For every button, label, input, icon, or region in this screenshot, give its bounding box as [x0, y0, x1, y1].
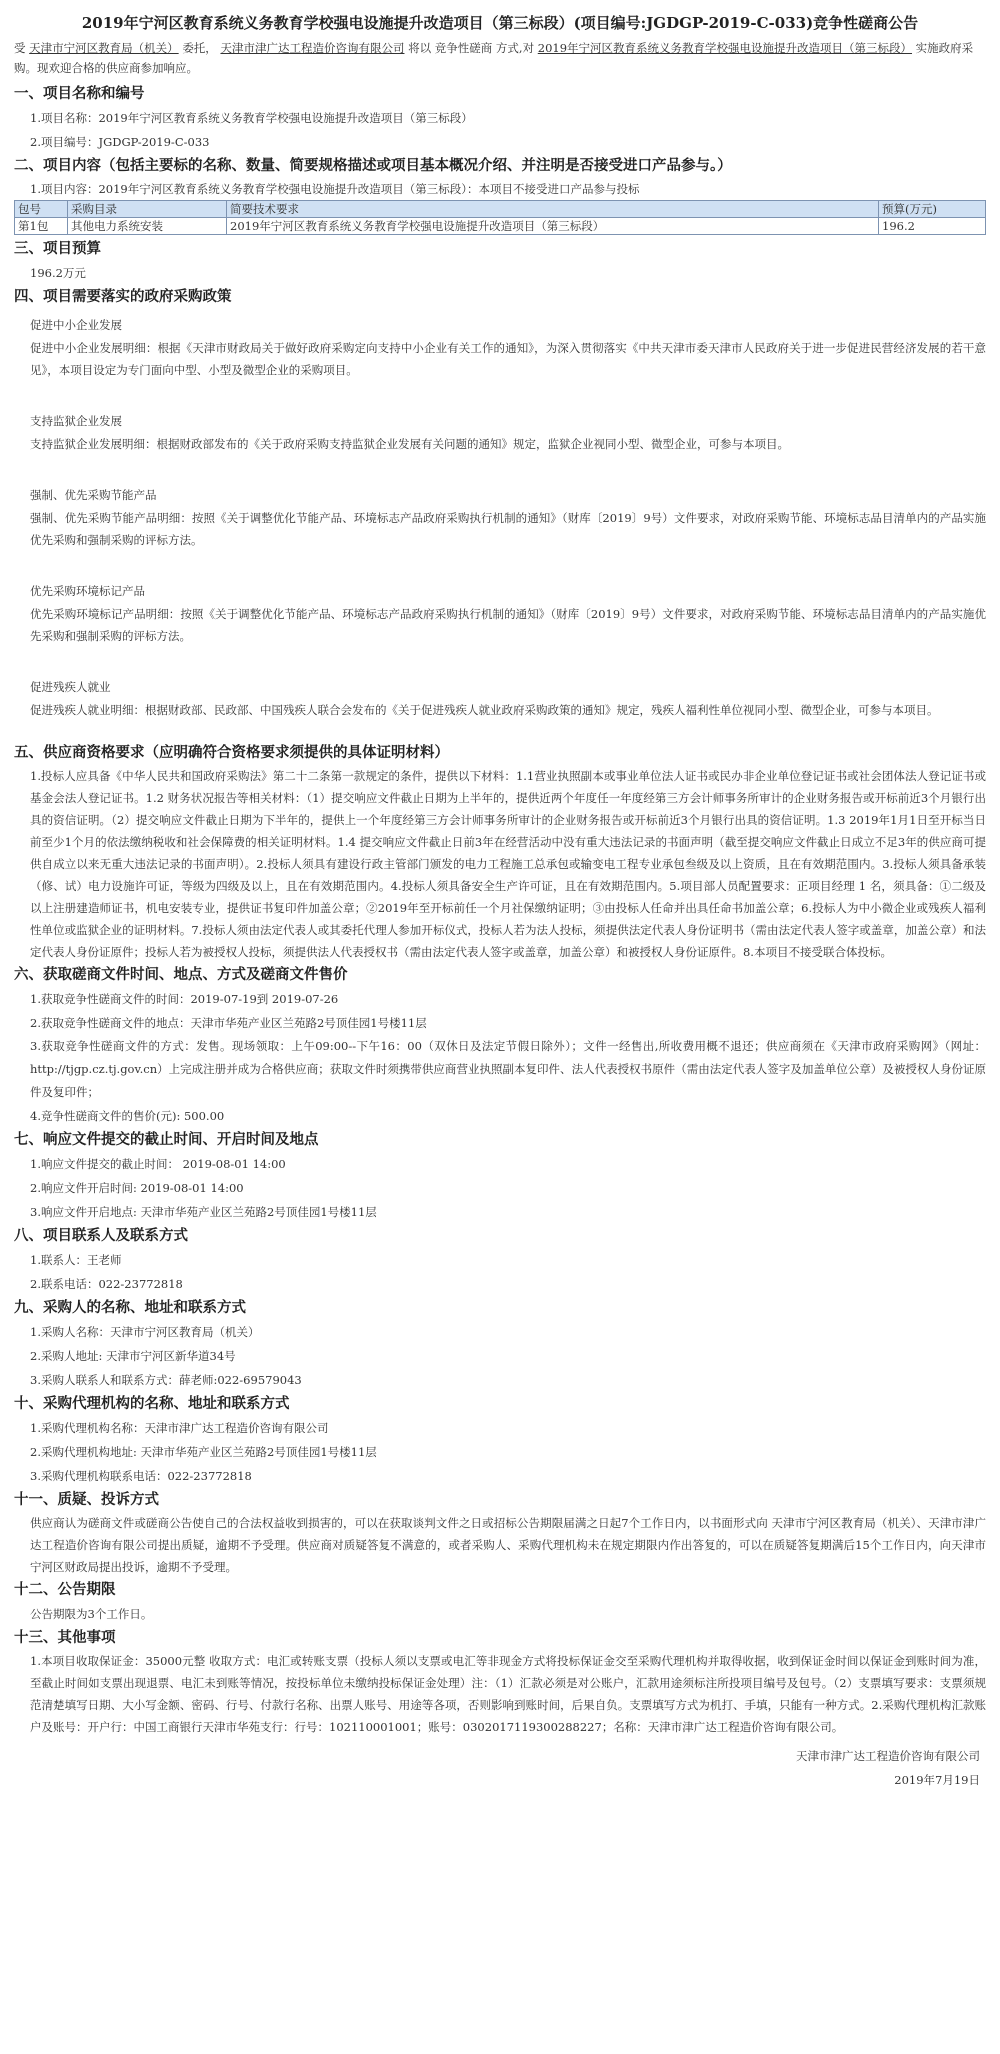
- intro-text-1: 受: [14, 41, 26, 55]
- policy-disabled-title: 促进残疾人就业: [30, 680, 111, 694]
- other-matters-text: 1.本项目收取保证金：35000元整 收取方式：电汇或转账支票（投标人须以支票或电汇等非现金方式将投标保证金交至采购代理机构并取得收据，收到保证金时间以保证金到账时间为准，至截止时间如支票出现退票、电汇未到账等情况，按投标单位未缴纳投标保证金处理）注：（1）汇款必须是对公账户，汇款用途须标注所投项目编号及包号。（2）支票填写要求：支票须规范清楚填写日期、大小写金额、密码、行号、付款行名称、出票人账号、用途等各项，否则影响到账时间，后果自负。支票填写方式为机打、手填，只能有一种方式。2.采购代理机构汇款账户及账号：开户行：中国工商银行天津市华苑支行：行号：102110001001；账号：0302017119300288227；名称：天津市津广达工程造价咨询有限公司。: [30, 1654, 986, 1734]
- buyer-link[interactable]: 天津市宁河区教育局（机关）: [29, 41, 179, 55]
- budget-value: 196.2万元: [30, 266, 86, 280]
- table-cell: 第1包: [15, 218, 68, 235]
- table-header: 包号: [15, 201, 68, 218]
- table-header: 采购目录: [68, 201, 227, 218]
- policy-env-text: 优先采购环境标记产品明细：按照《关于调整优化节能产品、环境标志产品政府采购执行机制的通知》（财库〔2019〕9号）文件要求，对政府采购节能、环境标志品目清单内的产品实施优先采购和强制采购的评标方法。: [30, 607, 986, 643]
- policy-prison-text: 支持监狱企业发展明细：根据财政部发布的《关于政府采购支持监狱企业发展有关问题的通知》规定，监狱企业视同小型、微型企业，可参与本项目。: [30, 437, 789, 451]
- complaint-text: 供应商认为磋商文件或磋商公告使自己的合法权益收到损害的，可以在获取谈判文件之日或招标公告期限届满之日起7个工作日内，以书面形式向 天津市宁河区教育局（机关）、天津市津广达工程造价咨询有限公司提出质疑，逾期不予受理。供应商对质疑答复不满意的，或者采购人、采购代理机构未在规定期限内作出答复的，可以在质疑答复期满后15个工作日内，向天津市宁河区财政局提出投诉，逾期不予受理。: [30, 1516, 986, 1574]
- section-7-heading: 七、响应文件提交的截止时间、开启时间及地点: [14, 1131, 319, 1148]
- doc-method: 3.获取竞争性磋商文件的方式：发售。现场领取：上午09:00--下午16：00（双休日及法定节假日除外）；文件一经售出,所收费用概不退还；供应商须在《天津市政府采购网》（网址：http://tjgp.cz.tj.gov.cn）上完成注册并成为合格供应商；获取文件时须携带供应商营业执照副本复印件、法人代表授权书原件（需由法定代表人签字及加盖单位公章）及被授权人身份证原件及复印件；: [30, 1039, 986, 1099]
- open-place: 3.响应文件开启地点: 天津市华苑产业区兰苑路2号顶佳园1号楼11层: [30, 1205, 377, 1219]
- package-table: [14, 200, 986, 235]
- intro-text-3: 将以 竞争性磋商 方式,对: [408, 41, 535, 55]
- project-number: 2.项目编号：JGDGP-2019-C-033: [30, 135, 210, 149]
- purchaser-name: 1.采购人名称：天津市宁河区教育局（机关）: [30, 1325, 260, 1339]
- table-row: [15, 218, 986, 235]
- notice-period: 公告期限为3个工作日。: [30, 1607, 153, 1621]
- contact-person: 1.联系人：王老师: [30, 1253, 122, 1267]
- policy-prison-title: 支持监狱企业发展: [30, 414, 122, 428]
- section-2-heading: 二、项目内容（包括主要标的名称、数量、简要规格描述或项目基本概况介绍、并注明是否接受进口产品参与。）: [14, 157, 732, 174]
- contact-phone: 2.联系电话：022-23772818: [30, 1277, 183, 1291]
- section-8-heading: 八、项目联系人及联系方式: [14, 1227, 188, 1244]
- project-name: 1.项目名称：2019年宁河区教育系统义务教育学校强电设施提升改造项目（第三标段）: [30, 111, 473, 125]
- qualification-text: 1.投标人应具备《中华人民共和国政府采购法》第二十二条第一款规定的条件，提供以下材料：1.1营业执照副本或事业单位法人证书或民办非企业单位登记证书或社会团体法人登记证书或基金会法人登记证书。1.2 财务状况报告等相关材料：（1）提交响应文件截止日期为上半年的，提供近两个年度任一年度经第三方会计师事务所审计的企业财务报告或开标前近3个月银行出具的资信证明。（2）提交响应文件截止日期为下半年的，提供上一个年度经第三方会计师事务所审计的企业财务报告或开标前近3个月银行出具的资信证明。1.3 2019年1月1日至开标当日前至少1个月的依法缴纳税收和社会保障费的相关证明材料。1.4 提交响应文件截止日前3年在经营活动中没有重大违法记录的书面声明（截至提交响应文件截止日成立不足3年的供应商可提供自成立以来无重大违法记录的书面声明）。2.投标人须具有建设行政主管部门颁发的电力工程施工总承包或输变电工程专业承包叁级及以上资质，且在有效期范围内。3.投标人须具备承装（修、试）电力设施许可证，等级为四级及以上，且在有效期范围内。4.投标人须具备安全生产许可证，且在有效期范围内。5.项目部人员配置要求：正项目经理 1 名，须具备：①二级及以上注册建造师证书，机电安装专业，提供证书复印件加盖公章；②2019年至开标前任一个月社保缴纳证明；③由投标人任命并出具任命书加盖公章；6.投标人为中小微企业或残疾人福利性单位或监狱企业的证明材料。7.投标人须由法定代表人或其委托代理人参加开标仪式，投标人若为法人投标，须提供法定代表人身份证明书（需由法定代表人签字或盖章，加盖公章）和法定代表人身份证原件；投标人若为被授权人投标，须提供法人代表授权书（需由法定代表人签字或盖章，加盖公章）和被授权人身份证原件。8.本项目不接受联合体投标。: [30, 769, 986, 959]
- page-title: 2019年宁河区教育系统义务教育学校强电设施提升改造项目（第三标段）(项目编号:JGDGP-2019-C-033)竞争性磋商公告: [81, 14, 919, 32]
- submit-deadline: 1.响应文件提交的截止时间： 2019-08-01 14:00: [30, 1157, 286, 1171]
- policy-sme-title: 促进中小企业发展: [30, 318, 122, 332]
- section-6-heading: 六、获取磋商文件时间、地点、方式及磋商文件售价: [14, 966, 348, 983]
- table-header: 预算(万元): [879, 201, 986, 218]
- table-cell: 2019年宁河区教育系统义务教育学校强电设施提升改造项目（第三标段）: [227, 218, 879, 235]
- table-cell: 196.2: [879, 218, 986, 235]
- section-12-heading: 十二、公告期限: [14, 1581, 116, 1598]
- section-4-heading: 四、项目需要落实的政府采购政策: [14, 288, 232, 305]
- policy-energy-title: 强制、优先采购节能产品: [30, 488, 157, 502]
- open-time: 2.响应文件开启时间: 2019-08-01 14:00: [30, 1181, 244, 1195]
- table-cell: 其他电力系统安装: [68, 218, 227, 235]
- agency-phone: 3.采购代理机构联系电话：022-23772818: [30, 1469, 252, 1483]
- section-13-heading: 十三、其他事项: [14, 1629, 116, 1646]
- agency-address: 2.采购代理机构地址: 天津市华苑产业区兰苑路2号顶佳园1号楼11层: [30, 1445, 377, 1459]
- project-link[interactable]: 2019年宁河区教育系统义务教育学校强电设施提升改造项目（第三标段）: [537, 41, 913, 55]
- signature-date: 2019年7月19日: [894, 1773, 980, 1787]
- purchaser-address: 2.采购人地址: 天津市宁河区新华道34号: [30, 1349, 236, 1363]
- doc-time: 1.获取竞争性磋商文件的时间：2019-07-19到 2019-07-26: [30, 992, 339, 1006]
- section-1-heading: 一、项目名称和编号: [14, 85, 145, 102]
- policy-env-title: 优先采购环境标记产品: [30, 584, 145, 598]
- policy-sme-text: 促进中小企业发展明细：根据《天津市财政局关于做好政府采购定向支持中小企业有关工作的通知》，为深入贯彻落实《中共天津市委天津市人民政府关于进一步促进民营经济发展的若干意见》，本项目设定为专门面向中型、小型及微型企业的采购项目。: [30, 341, 986, 377]
- doc-price: 4.竞争性磋商文件的售价(元): 500.00: [30, 1109, 225, 1123]
- doc-place: 2.获取竞争性磋商文件的地点：天津市华苑产业区兰苑路2号顶佳园1号楼11层: [30, 1016, 427, 1030]
- section-10-heading: 十、采购代理机构的名称、地址和联系方式: [14, 1395, 290, 1412]
- signature-org: 天津市津广达工程造价咨询有限公司: [796, 1749, 980, 1763]
- purchaser-contact: 3.采购人联系人和联系方式：薛老师:022-69579043: [30, 1373, 302, 1387]
- table-header-row: [15, 201, 986, 218]
- section-9-heading: 九、采购人的名称、地址和联系方式: [14, 1299, 246, 1316]
- section-11-heading: 十一、质疑、投诉方式: [14, 1491, 159, 1508]
- agency-name: 1.采购代理机构名称：天津市津广达工程造价咨询有限公司: [30, 1421, 329, 1435]
- section-5-heading: 五、供应商资格要求（应明确符合资格要求须提供的具体证明材料）: [14, 744, 449, 761]
- intro-text-2: 委托，: [182, 41, 217, 55]
- policy-energy-text: 强制、优先采购节能产品明细：按照《关于调整优化节能产品、环境标志产品政府采购执行机制的通知》（财库〔2019〕9号）文件要求，对政府采购节能、环境标志品目清单内的产品实施优先采购和强制采购的评标方法。: [30, 511, 986, 547]
- section-3-heading: 三、项目预算: [14, 240, 101, 257]
- project-content: 1.项目内容：2019年宁河区教育系统义务教育学校强电设施提升改造项目（第三标段）：本项目不接受进口产品参与投标: [30, 182, 640, 196]
- intro-text-4: 实施政府采购。现欢迎合格的供应商参加响应。: [14, 41, 974, 75]
- policy-disabled-text: 促进残疾人就业明细：根据财政部、民政部、中国残疾人联合会发布的《关于促进残疾人就业政府采购政策的通知》规定，残疾人福利性单位视同小型、微型企业，可参与本项目。: [30, 703, 939, 717]
- intro-paragraph: [14, 38, 986, 78]
- table-header: 简要技术要求: [227, 201, 879, 218]
- agency-link[interactable]: 天津市津广达工程造价咨询有限公司: [220, 41, 405, 55]
